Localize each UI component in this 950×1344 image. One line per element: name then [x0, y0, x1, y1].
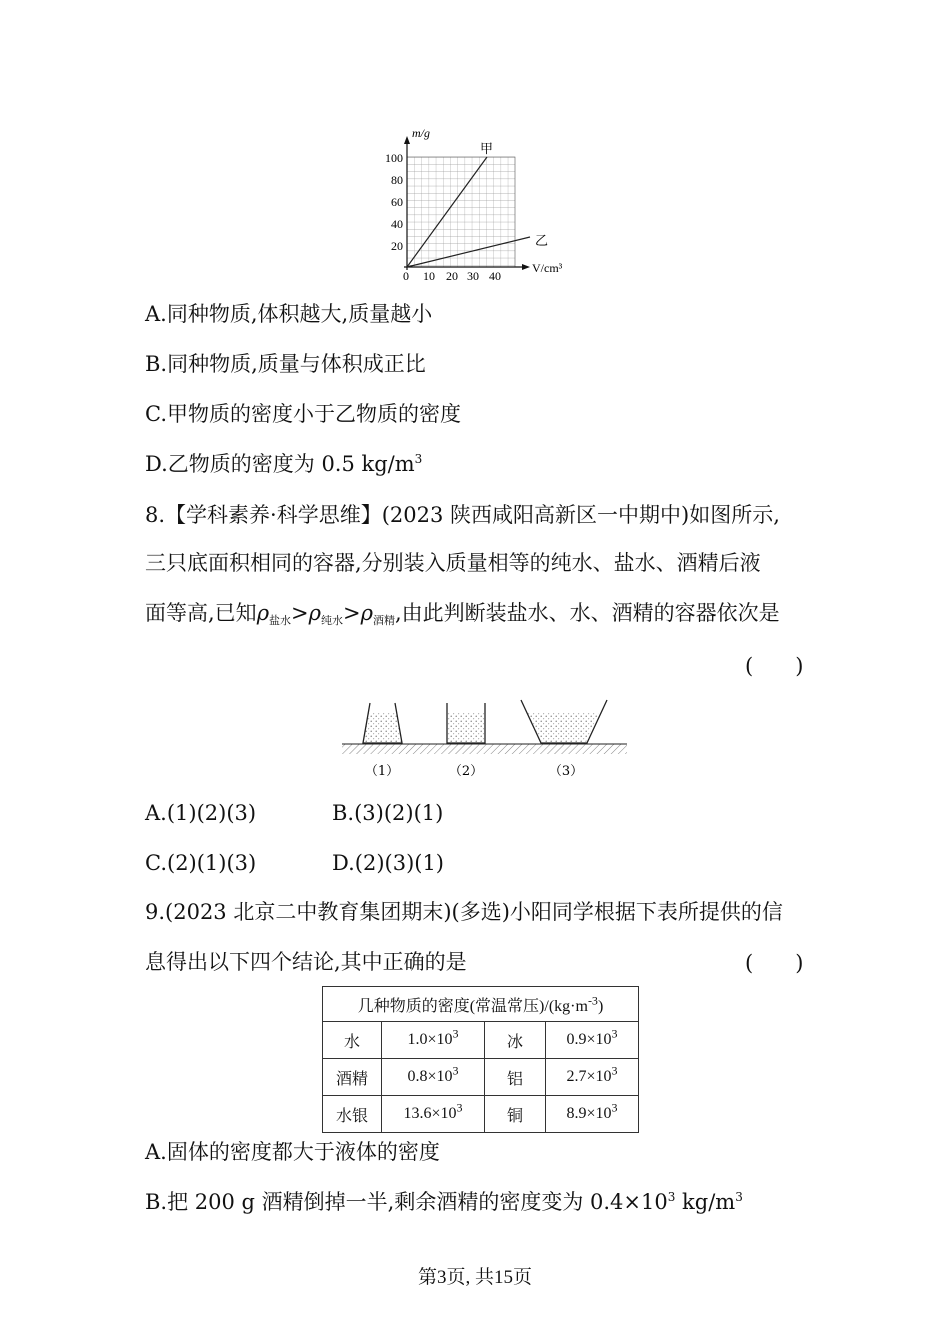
table-row: 酒精 $0.8\times 10^3$ 铝 $2.7\times 10^3$	[323, 1059, 639, 1096]
table-title: 几种物质的密度(常温常压)$/(kg\cdot m^{-3})$	[323, 987, 639, 1022]
y-tick: 100	[385, 151, 403, 165]
x-tick: 30	[467, 269, 479, 283]
line-yi-label: 乙	[535, 234, 549, 249]
q7-option-c: C.甲物质的密度小于乙物质的密度	[145, 402, 461, 426]
x-tick: 20	[446, 269, 458, 283]
y-tick: 40	[391, 217, 403, 231]
x-tick: 40	[489, 269, 501, 283]
q9-option-b: B.把 200 g 酒精倒掉一半,剩余酒精的密度变为 $0.4\times 10^3$ $kg/m^3$	[145, 1190, 743, 1214]
q8-stem-line2: 三只底面积相同的容器,分别装入质量相等的纯水、盐水、酒精后液	[145, 551, 761, 575]
x-tick: 0	[403, 269, 409, 283]
q7-option-b: B.同种物质,质量与体积成正比	[145, 352, 426, 376]
q8-stem-line3: 面等高,已知$\rho_{盐水}>\rho_{纯水}>\rho_{酒精}$,由此判断装盐水、水、酒精的容器依次是	[145, 601, 780, 627]
y-tick: 80	[391, 173, 403, 187]
containers-figure	[340, 695, 630, 785]
y-axis-label: m/g	[412, 126, 430, 140]
density-table	[322, 986, 639, 1133]
container-1-liquid	[363, 713, 402, 742]
container-3-label: （3）	[548, 764, 584, 779]
q9-option-a: A.固体的密度都大于液体的密度	[145, 1140, 440, 1164]
line-jia-label: 甲	[480, 142, 494, 157]
page-footer: 第3页, 共15页	[417, 1267, 532, 1288]
container-2-liquid	[447, 713, 484, 743]
q8-option-b: B.(3)(2)(1)	[332, 801, 444, 825]
q8-answer-blank: ( )	[745, 654, 804, 678]
q9-stem-line1: 9.(2023 北京二中教育集团期末)(多选)小阳同学根据下表所提供的信	[145, 900, 783, 924]
q8-option-d: D.(2)(3)(1)	[332, 851, 445, 875]
container-2-label: （2）	[448, 764, 484, 779]
table-row: 水 $1.0\times 10^3$ 冰 $0.9\times 10^3$	[323, 1022, 639, 1059]
q7-option-a: A.同种物质,体积越大,质量越小	[145, 302, 433, 326]
q8-option-c: C.(2)(1)(3)	[145, 851, 257, 875]
table-row: 水银 $13.6\times 10^3$ 铜 $8.9\times 10^3$	[323, 1096, 639, 1133]
x-axis-label: V/cm³	[532, 261, 563, 275]
q9-answer-blank: ( )	[745, 951, 804, 975]
q8-stem-line1: 8.【学科素养·科学思维】(2023 陕西咸阳高新区一中期中)如图所示,	[145, 503, 780, 527]
y-tick: 20	[391, 239, 403, 253]
x-tick: 10	[423, 269, 435, 283]
mass-volume-graph	[370, 126, 580, 285]
container-1-label: （1）	[364, 764, 400, 779]
q9-stem-line2: 息得出以下四个结论,其中正确的是	[145, 950, 467, 974]
q7-option-d: D.乙物质的密度为 0.5 $kg/m^3$	[145, 452, 423, 476]
y-tick: 60	[391, 195, 403, 209]
q8-option-a: A.(1)(2)(3)	[145, 801, 257, 825]
